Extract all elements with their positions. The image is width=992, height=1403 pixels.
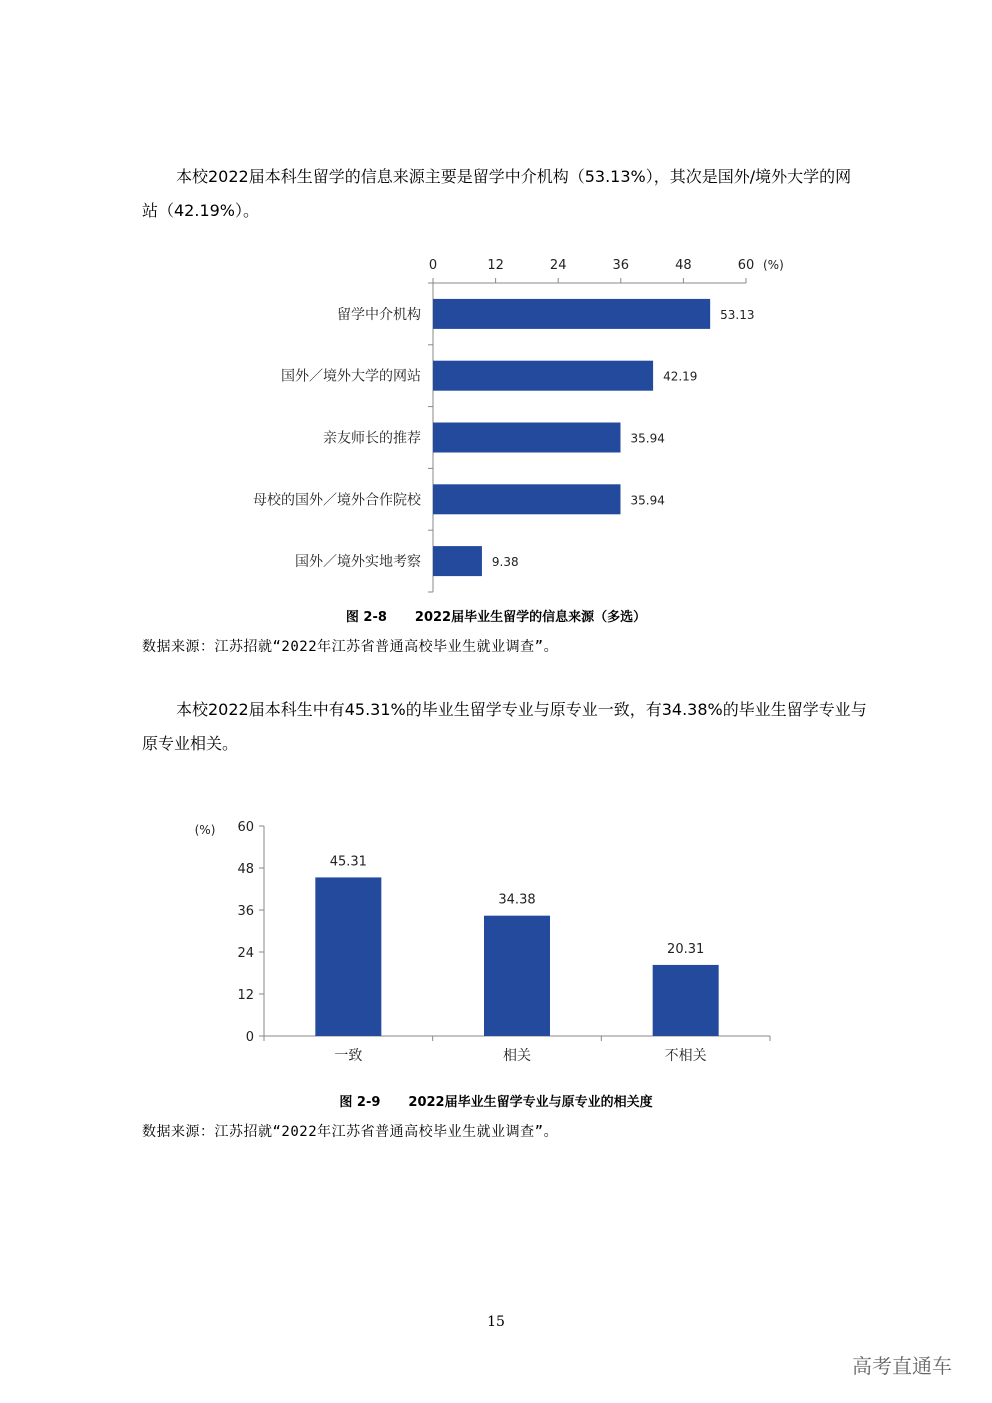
y-tick-label: 48	[237, 862, 254, 877]
figure-title: 2022届毕业生留学专业与原专业的相关度	[408, 1095, 653, 1110]
data-source-note: 数据来源：江苏招就“2022年江苏省普通高校毕业生就业调查”。	[142, 639, 559, 655]
y-tick-label: 36	[237, 904, 254, 919]
x-tick-label: 12	[487, 258, 504, 273]
data-label: 42.19	[663, 369, 698, 384]
x-tick-label: 36	[612, 258, 630, 273]
data-label: 53.13	[720, 307, 755, 322]
category-label: 母校的国外／境外合作院校	[253, 492, 421, 509]
category-label: 亲友师长的推荐	[323, 430, 421, 447]
page-number: 15	[487, 1314, 505, 1330]
x-tick-label: 24	[549, 258, 567, 273]
bar	[484, 916, 550, 1036]
data-label: 20.31	[667, 941, 705, 957]
axis-unit-label: (%)	[763, 258, 784, 272]
data-label: 35.94	[630, 493, 665, 508]
data-label: 35.94	[630, 431, 665, 446]
x-tick-label: 60	[737, 258, 755, 273]
data-source-note: 数据来源：江苏招就“2022年江苏省普通高校毕业生就业调查”。	[142, 1124, 559, 1140]
y-tick-label: 24	[237, 946, 254, 961]
figure-number: 图 2-9	[339, 1095, 381, 1110]
paragraph-info-source: 本校2022届本科生留学的信息来源主要是留学中介机构（53.13%），其次是国外/境外大学的网站（42.19%）。	[142, 167, 852, 220]
x-tick-label: 48	[675, 258, 692, 273]
category-label: 国外／境外实地考察	[295, 554, 421, 571]
category-label: 国外／境外大学的网站	[281, 368, 421, 385]
watermark: 高考直通车	[852, 1354, 952, 1378]
y-tick-label: 12	[237, 988, 254, 1003]
bar	[315, 877, 381, 1036]
data-label: 34.38	[498, 892, 536, 908]
category-label: 不相关	[664, 1048, 707, 1064]
category-label: 留学中介机构	[337, 306, 421, 323]
y-tick-label: 0	[245, 1030, 254, 1045]
category-label: 相关	[503, 1048, 531, 1064]
data-label: 9.38	[491, 555, 519, 570]
category-label: 一致	[334, 1048, 363, 1064]
data-label: 45.31	[329, 854, 367, 870]
y-tick-label: 60	[237, 820, 254, 835]
figure-title: 2022届毕业生留学的信息来源（多选）	[414, 610, 647, 625]
x-tick-label: 0	[428, 258, 438, 273]
figure-number: 图 2-8	[345, 610, 387, 625]
axis-unit-label: (%)	[194, 823, 216, 837]
figure-caption-2-9	[0, 1091, 992, 1110]
bar	[653, 965, 719, 1036]
paragraph-major-relevance: 本校2022届本科生中有45.31%的毕业生留学专业与原专业一致，有34.38%的毕业生留学专业与原专业相关。	[142, 700, 867, 753]
